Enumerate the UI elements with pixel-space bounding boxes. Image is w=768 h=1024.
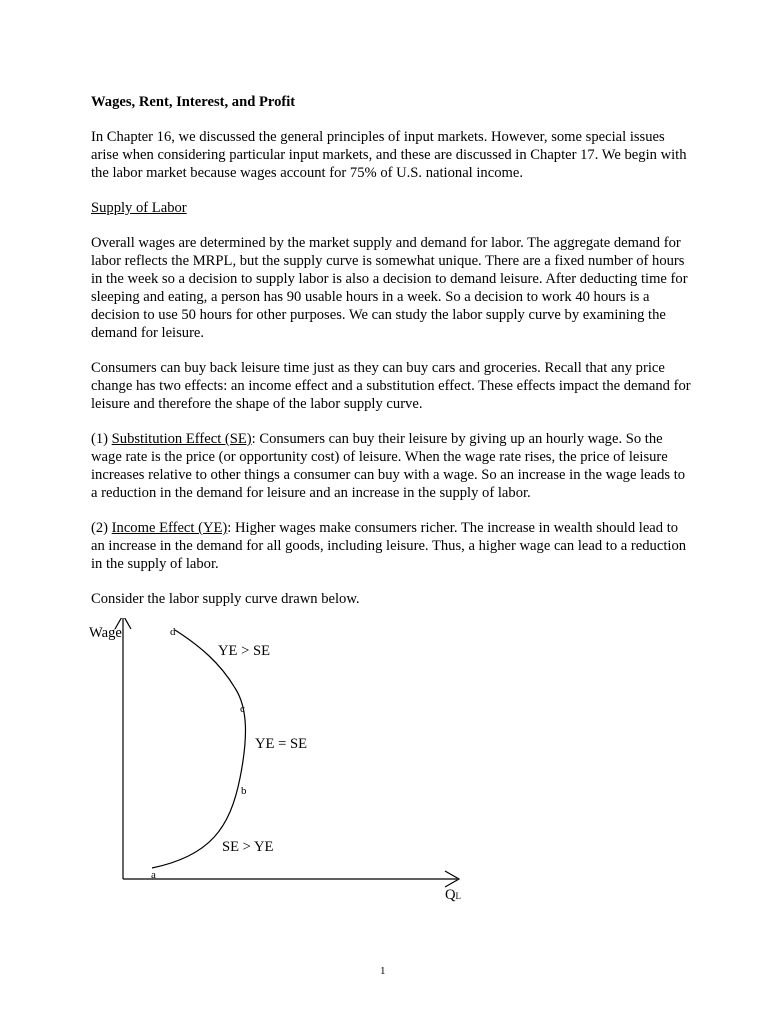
item1-prefix: (1): [91, 431, 112, 447]
item2-text: : Higher wages make consumers richer. The increase in wealth should lead to an increase in the demand for all goods, including leisure. Thus, a higher wage can lead to a reduction in the supply of labor.: [91, 520, 687, 572]
region-ye-equals-se: YE = SE: [255, 736, 308, 752]
substitution-effect-paragraph: [91, 430, 691, 502]
labor-supply-curve: [152, 630, 245, 868]
section-heading-text: Supply of Labor: [91, 200, 187, 216]
section-heading: [91, 199, 691, 217]
labor-supply-graph: [80, 618, 480, 918]
point-a-label: a: [151, 869, 156, 881]
document-body: [91, 93, 691, 625]
quantity-axis-label: [445, 886, 461, 905]
labor-supply-diagram: [80, 618, 480, 918]
intro-paragraph: In Chapter 16, we discussed the general principles of input markets. However, some special issues arise when considering particular input markets, and these are discussed in Chapter 17. We begin with the labor market because wages account for 75% of U.S. national income.: [91, 129, 687, 181]
item2-prefix: (2): [91, 520, 112, 536]
document-title: Wages, Rent, Interest, and Profit: [91, 94, 296, 110]
point-b-label: b: [241, 785, 247, 797]
item1-text: : Consumers can buy their leisure by giving up an hourly wage. So the wage rate is the price (or opportunity cost) of leisure. When the wage rate rises, the price of leisure increases relative to other things a consumer can buy with a wage. So an increase in the wage leads to a reduction in the demand for leisure and an increase in the supply of labor.: [91, 431, 686, 501]
income-effect-paragraph: [91, 519, 691, 573]
quantity-axis-letter: Q: [445, 887, 456, 903]
quantity-axis-subscript: L: [455, 891, 462, 901]
income-effect-term: Income Effect (YE): [111, 520, 228, 536]
supply-paragraph: Overall wages are determined by the market supply and demand for labor. The aggregate demand for labor reflects the MRPL, but the supply curve is somewhat unique. There are a fixed number of hours in the week so a decision to supply labor is also a decision to demand leisure. After deducting time for sleeping and eating, a person has 90 usable hours in a week. So a decision to work 40 hours is a decision to use 50 hours for other purposes. We can study the labor supply curve by examining the demand for leisure.: [91, 235, 688, 341]
consider-paragraph: Consider the labor supply curve drawn below.: [91, 591, 360, 607]
page-number: 1: [380, 965, 386, 977]
point-d-label: d: [170, 626, 176, 638]
consumers-paragraph: Consumers can buy back leisure time just as they can buy cars and groceries. Recall that any price change has two effects: an income effect and a substitution effect. These effects impact the demand for leisure and therefore the shape of the labor supply curve.: [91, 360, 691, 412]
substitution-effect-term: Substitution Effect (SE): [111, 431, 252, 447]
region-ye-greater-se: YE > SE: [218, 643, 271, 659]
region-se-greater-ye: SE > YE: [222, 839, 274, 855]
wage-axis-label: Wage: [89, 625, 122, 641]
point-c-label: c: [240, 703, 245, 715]
